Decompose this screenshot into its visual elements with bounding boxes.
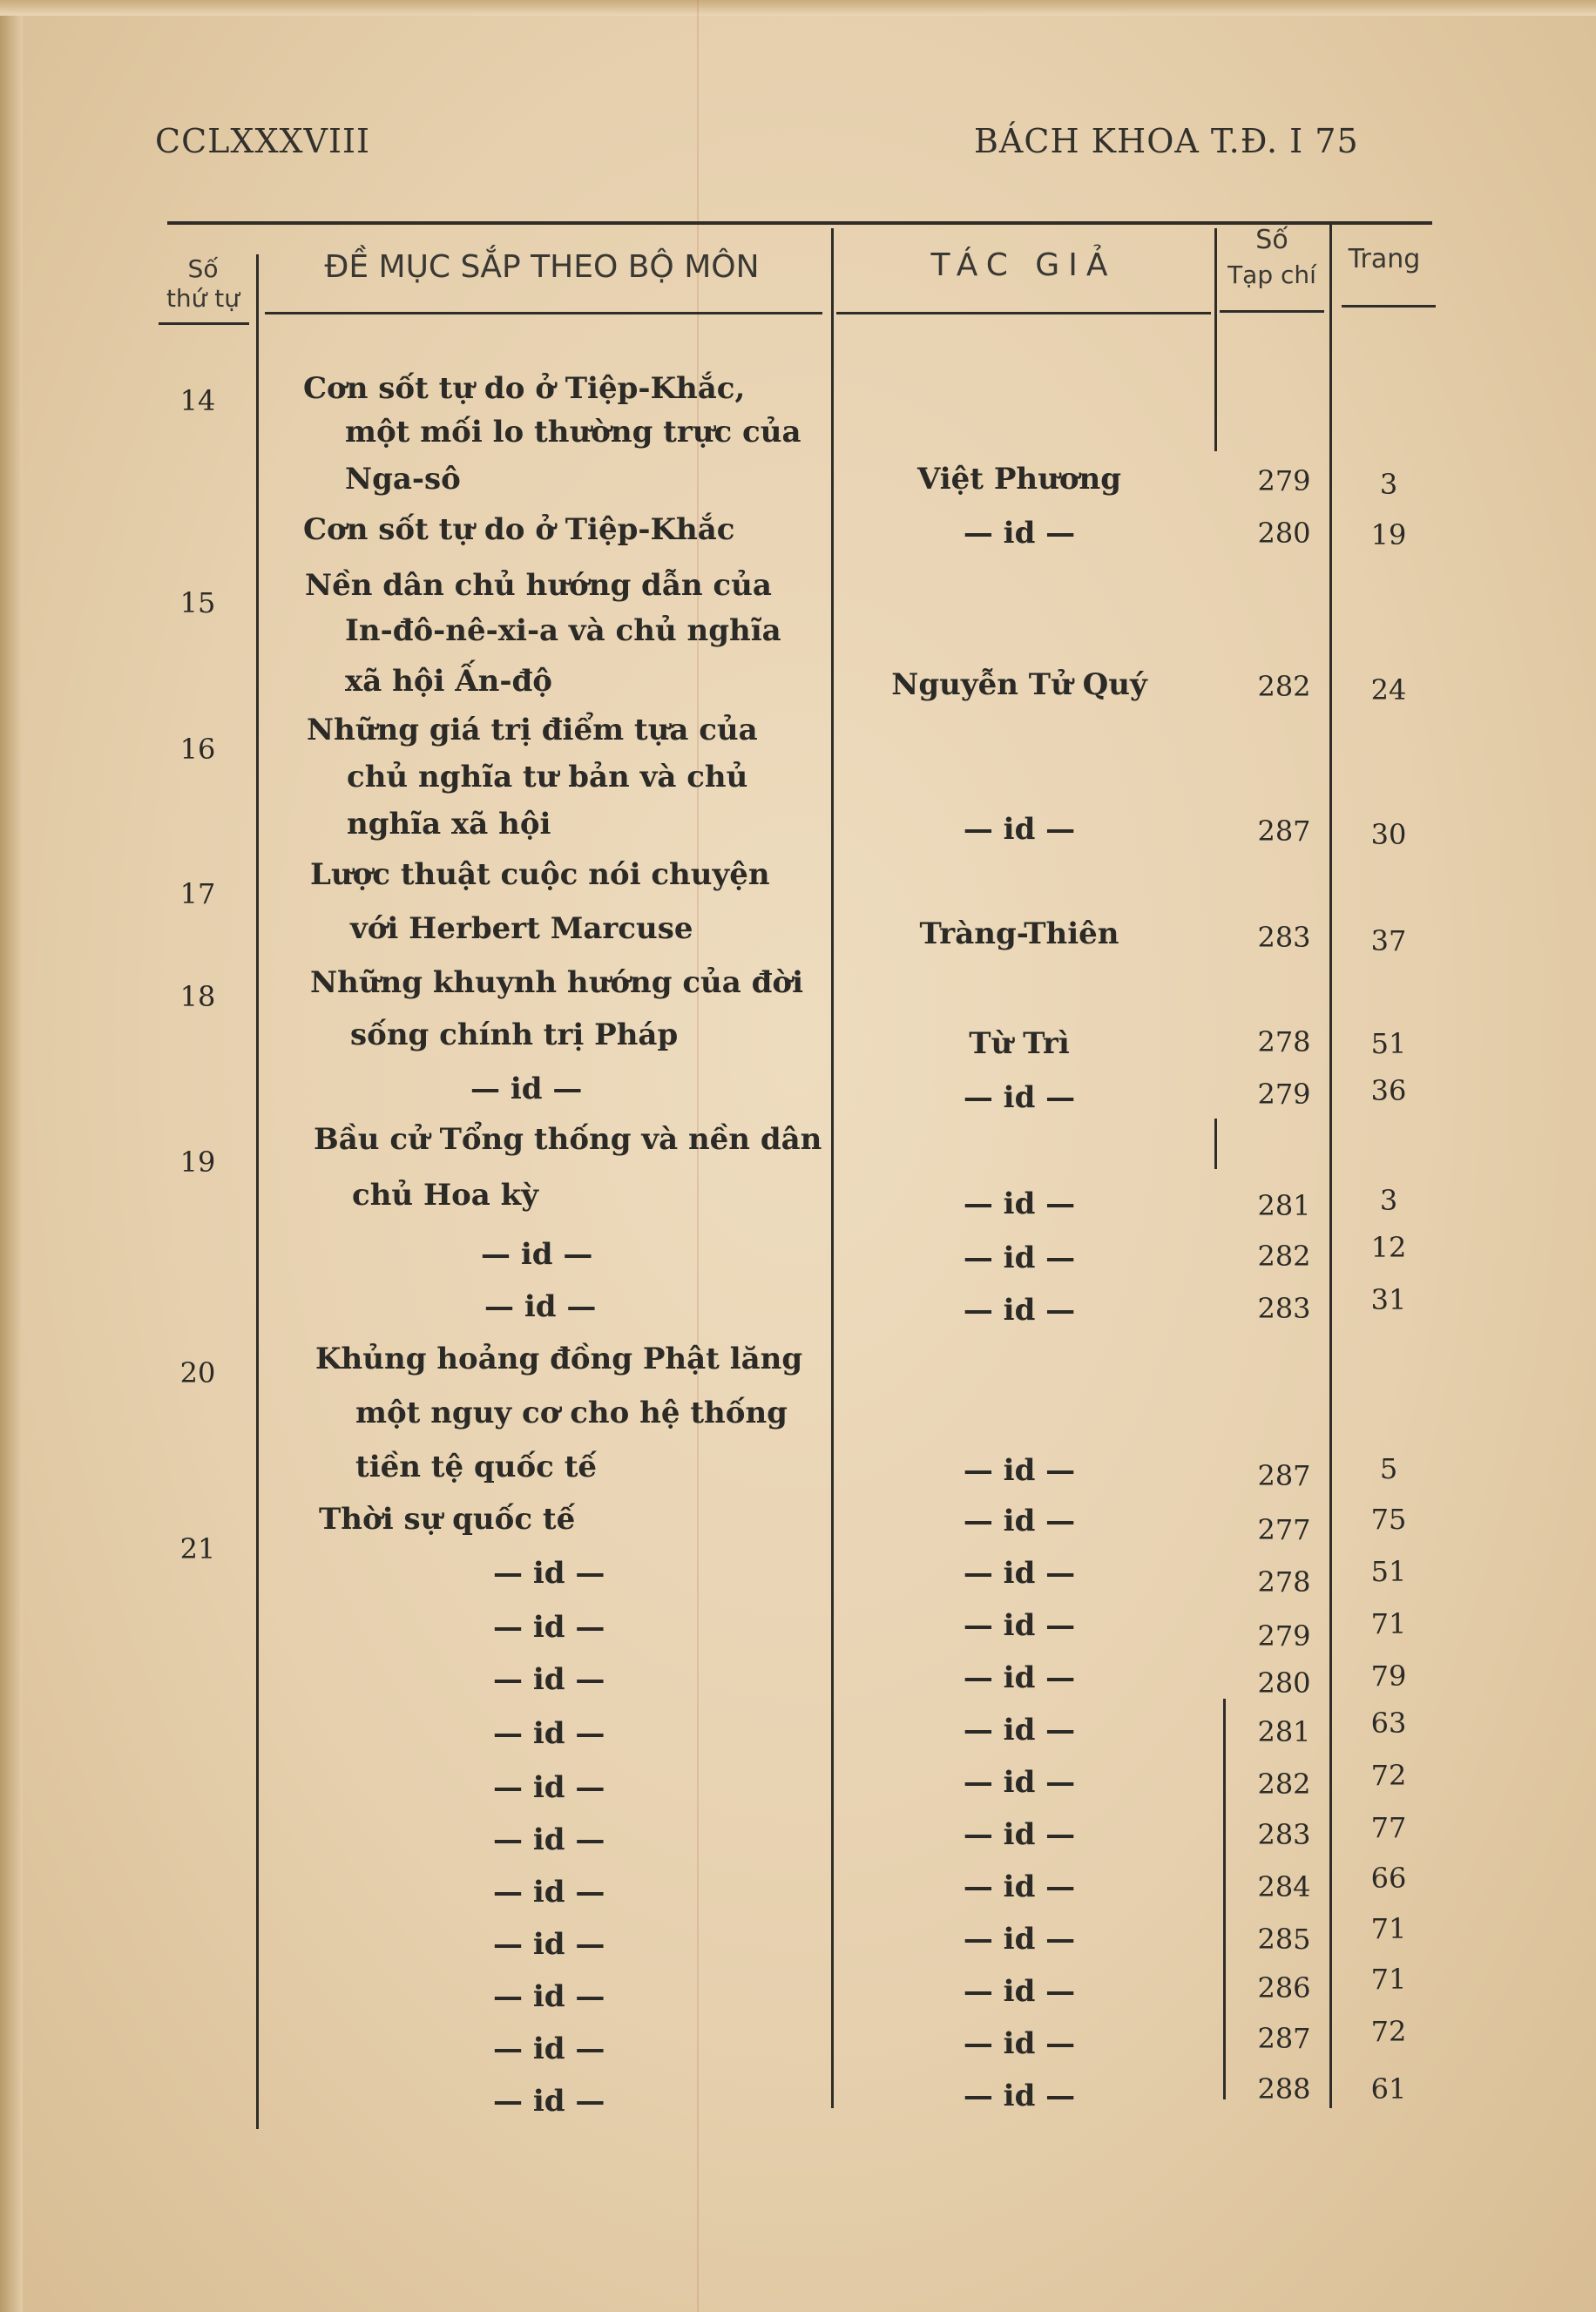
entry-issue: 281 <box>1257 1715 1311 1748</box>
entry-issue: 282 <box>1257 1240 1311 1273</box>
entry-title-line: — id — <box>493 1822 605 1857</box>
entry-number: 20 <box>179 1356 216 1389</box>
entry-author: — id — <box>963 1241 1076 1275</box>
entry-title-line: — id — <box>484 1289 597 1324</box>
entry-issue: 286 <box>1257 1971 1311 2004</box>
entry-page: 12 <box>1370 1231 1407 1264</box>
entry-author: — id — <box>963 516 1076 551</box>
entry-issue: 277 <box>1257 1513 1311 1546</box>
entry-page: 71 <box>1370 1963 1407 1996</box>
entry-issue: 285 <box>1257 1923 1311 1956</box>
entry-page: 75 <box>1370 1503 1407 1536</box>
entry-issue: 280 <box>1257 1666 1311 1700</box>
entry-title-line: với Herbert Marcuse <box>350 911 693 946</box>
entry-title-line: — id — <box>493 1979 605 2014</box>
entry-page: 30 <box>1370 818 1407 851</box>
entry-number: 14 <box>179 384 216 417</box>
entry-title-line: chủ Hoa kỳ <box>352 1178 538 1213</box>
entry-issue: 283 <box>1257 1292 1311 1325</box>
entry-title-line: nghĩa xã hội <box>347 807 551 842</box>
entry-title-line: tiền tệ quốc tế <box>355 1450 598 1484</box>
entry-title-line: In-đô-nê-xi-a và chủ nghĩa <box>345 613 781 648</box>
entry-author: — id — <box>963 1817 1076 1852</box>
entry-page: 19 <box>1370 518 1407 551</box>
entry-issue: 279 <box>1257 1619 1311 1653</box>
entry-page: 61 <box>1370 2072 1407 2106</box>
entry-title-line: Những khuynh hướng của đời <box>310 965 803 1000</box>
entry-issue: 283 <box>1257 1818 1311 1851</box>
entry-page: 77 <box>1370 1811 1407 1844</box>
entry-page: 72 <box>1370 1759 1407 1792</box>
entry-number: 21 <box>179 1532 216 1565</box>
entry-page: 66 <box>1370 1862 1407 1895</box>
entry-title-line: — id — <box>493 2084 605 2119</box>
entry-title-line: — id — <box>493 1662 605 1697</box>
entry-issue: 288 <box>1257 2072 1311 2106</box>
entry-title-line: — id — <box>481 1237 593 1272</box>
entry-author: Từ Trì <box>969 1026 1070 1061</box>
entry-page: 63 <box>1370 1707 1407 1740</box>
entry-issue: 287 <box>1257 2022 1311 2055</box>
running-header-roman: CCLXXXVIII <box>155 122 371 160</box>
entry-title-line: Cơn sốt tự do ở Tiệp-Khắc, <box>303 371 746 406</box>
entry-page: 71 <box>1370 1607 1407 1640</box>
entry-title-line: xã hội Ấn-độ <box>345 664 552 699</box>
entry-number: 19 <box>179 1146 216 1179</box>
entry-issue: 279 <box>1257 464 1311 497</box>
column-divider <box>831 228 834 2108</box>
entry-author: — id — <box>963 1922 1076 1957</box>
entry-author: — id — <box>963 2026 1076 2061</box>
entry-page: 72 <box>1370 2015 1407 2048</box>
entry-author: — id — <box>963 812 1076 847</box>
entry-page: 24 <box>1370 673 1407 706</box>
entry-page: 36 <box>1370 1074 1407 1107</box>
entry-author: — id — <box>963 1974 1076 2009</box>
entry-issue: 282 <box>1257 670 1311 703</box>
entry-title-line: — id — <box>493 1610 605 1645</box>
column-divider <box>1214 1119 1217 1169</box>
entry-title-line: Nền dân chủ hướng dẫn của <box>305 568 772 603</box>
col-header-title: ĐỀ MỤC SẮP THEO BỘ MÔN <box>324 249 760 285</box>
entry-title-line: Những giá trị điểm tựa của <box>307 713 758 747</box>
entry-author: — id — <box>963 1504 1076 1538</box>
entry-number: 17 <box>179 877 216 910</box>
col-header-stt: Số thứ tự <box>166 254 240 313</box>
entry-author: — id — <box>963 1186 1076 1221</box>
entry-page: 3 <box>1379 1184 1398 1217</box>
column-divider <box>256 254 259 2129</box>
entry-issue: 278 <box>1257 1025 1311 1058</box>
entry-author: Nguyễn Tử Quý <box>891 667 1147 702</box>
entry-title-line: — id — <box>493 1556 605 1591</box>
entry-title-line: Khủng hoảng đồng Phật lăng <box>315 1342 803 1376</box>
entry-author: — id — <box>963 1293 1076 1328</box>
col-header-issue: Số Tạp chí <box>1227 225 1316 289</box>
entry-author: — id — <box>963 1608 1076 1643</box>
entry-issue: 282 <box>1257 1768 1311 1801</box>
entry-author: — id — <box>963 1765 1076 1800</box>
running-header-title: BÁCH KHOA T.Đ. I 75 <box>974 122 1359 160</box>
entry-title-line: — id — <box>493 1875 605 1910</box>
entry-title-line: một nguy cơ cho hệ thống <box>355 1396 788 1430</box>
entry-title-line: một mối lo thường trực của <box>345 415 801 450</box>
entry-issue: 287 <box>1257 1459 1311 1492</box>
entry-issue: 287 <box>1257 815 1311 848</box>
entry-title-line: — id — <box>493 1770 605 1805</box>
entry-title-line: Cơn sốt tự do ở Tiệp-Khắc <box>303 512 735 547</box>
entry-author: — id — <box>963 1080 1076 1115</box>
entry-title-line: sống chính trị Pháp <box>350 1017 679 1052</box>
entry-title-line: — id — <box>493 1927 605 1962</box>
entry-number: 16 <box>179 733 216 766</box>
entry-title-line: Thời sự quốc tế <box>319 1502 576 1537</box>
entry-number: 18 <box>179 980 216 1013</box>
entry-author: Việt Phương <box>916 462 1122 497</box>
entry-author: — id — <box>963 1453 1076 1488</box>
entry-page: 37 <box>1370 924 1407 957</box>
entry-title-line: Bầu cử Tổng thống và nền dân <box>314 1122 822 1157</box>
column-divider <box>1223 1699 1226 2099</box>
entry-page: 51 <box>1370 1555 1407 1588</box>
entry-author: — id — <box>963 1869 1076 1904</box>
entry-title-line: chủ nghĩa tư bản và chủ <box>347 760 748 794</box>
entry-page: 31 <box>1370 1283 1407 1316</box>
entry-page: 79 <box>1370 1660 1407 1693</box>
col-header-page: Trang <box>1348 244 1421 274</box>
entry-title-line: — id — <box>470 1071 583 1106</box>
entry-author: — id — <box>963 2079 1076 2113</box>
entry-issue: 283 <box>1257 921 1311 954</box>
entry-issue: 281 <box>1257 1189 1311 1222</box>
column-divider <box>1214 228 1217 451</box>
entry-page: 3 <box>1379 468 1398 501</box>
entry-page: 5 <box>1379 1452 1398 1485</box>
entry-page: 51 <box>1370 1027 1407 1060</box>
entry-issue: 284 <box>1257 1870 1311 1903</box>
entry-issue: 280 <box>1257 517 1311 550</box>
entry-issue: 278 <box>1257 1565 1311 1599</box>
entry-page: 71 <box>1370 1912 1407 1945</box>
col-header-author: TÁC GIẢ <box>930 247 1117 283</box>
entry-title-line: Nga-sô <box>345 462 461 497</box>
entry-title-line: Lược thuật cuộc nói chuyện <box>310 857 770 892</box>
entry-issue: 279 <box>1257 1078 1311 1111</box>
entry-author: — id — <box>963 1660 1076 1695</box>
entry-author: — id — <box>963 1556 1076 1591</box>
entry-author: Tràng-Thiên <box>919 916 1119 951</box>
entry-number: 15 <box>179 586 216 619</box>
entry-title-line: — id — <box>493 1716 605 1751</box>
entry-title-line: — id — <box>493 2031 605 2066</box>
entry-author: — id — <box>963 1713 1076 1748</box>
